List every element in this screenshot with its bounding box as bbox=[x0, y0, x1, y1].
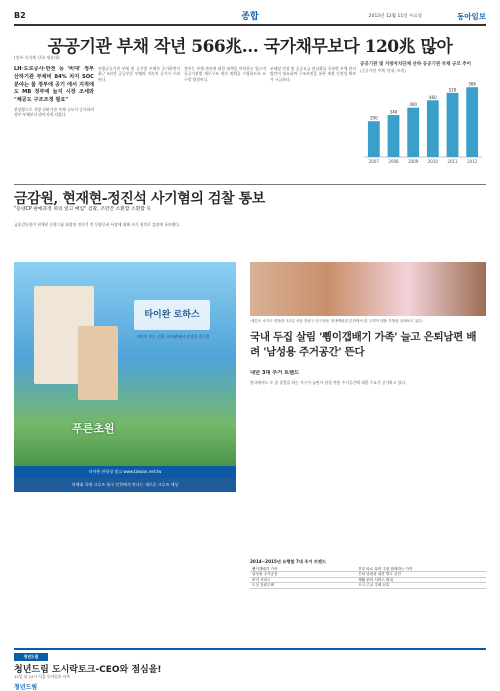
luxury-photo bbox=[250, 262, 486, 316]
chart-bar bbox=[368, 121, 380, 157]
table-title: 2014~2015년 유행할 7대 주거 트렌드 bbox=[250, 559, 327, 564]
top-story-subhead: LH·도로공사·한전 등 '비대' 정부 산하기관 부채비 84% 차지 SOC 분야는 물 정부에 공기 에서 지적에도 MB 정부에 늘지 시장 조세와 "체공도 구조조정 필요" bbox=[14, 66, 94, 104]
second-story-body: 금융감독원이 현재현 동양그룹 회장과 정진석 전 동양증권 사장에 대해 사기 혐의로 검찰에 통보했다. bbox=[14, 222, 181, 227]
second-story-headline: 금감원, 현재현-정진석 사기혐의 검찰 통보 bbox=[14, 191, 265, 207]
top-story-text-3: 정부는 부채 관리에 대한 대책을 마련하고 있으며 공공기관별 재무구조 개선 계획을 수립하도록 요구할 방침이다. bbox=[184, 66, 266, 82]
chart-tick-label: 2008 bbox=[388, 158, 399, 164]
third-story-text: 한국에서도 두 집 살림을 하는 가구가 늘면서 남성 전용 주거공간에 대한 수요가 증가하고 있다. bbox=[250, 379, 407, 385]
newspaper-name: 동아일보 bbox=[457, 12, 486, 21]
third-story-body bbox=[250, 370, 486, 556]
chart-tick-label: 2012 bbox=[467, 158, 478, 164]
desc-cell: 생활 편의 서비스 확대 bbox=[356, 577, 486, 583]
top-story-headline: 공공기관 부채 작년 566兆… 국가채무보다 120兆 많아 bbox=[47, 37, 453, 57]
event-logo: 청년드림 bbox=[14, 682, 74, 690]
top-story-text-4: 조세당 인상 및 공공요금 현실화를 포함한 부채 관리 방안이 필요하며 구조조정을 통한 재정 건전성 확보가 시급하다. bbox=[270, 66, 356, 82]
trend-cell: 도심 전원주택 bbox=[250, 583, 356, 589]
top-story-column-3 bbox=[184, 66, 266, 182]
chart-plot bbox=[360, 73, 486, 169]
tourism-ad[interactable] bbox=[14, 262, 236, 478]
desc-cell: 은퇴 남편을 위한 별도 공간 bbox=[356, 572, 486, 578]
chart-bar bbox=[447, 92, 459, 156]
page-header bbox=[14, 8, 486, 26]
chart-bar bbox=[427, 100, 439, 157]
trend-cell: 남성용 주거공간 bbox=[250, 572, 356, 578]
ad-tagline: 자연이 주는 선물, 타이완에서 건강한 휴식을 bbox=[136, 334, 210, 339]
chart-bar bbox=[388, 115, 400, 157]
chart-tick-label: 2007 bbox=[368, 158, 379, 164]
chart-bar bbox=[407, 107, 419, 156]
third-story-headline: 국내 두집 살림 '쀵이갭배기 가족' 늘고 은퇴남편 배려 '남성용 주거공간' 뜬다 bbox=[250, 331, 477, 358]
desc-cell: 도시 근교 주택 선호 bbox=[356, 583, 486, 589]
chart-data-label: 460 bbox=[429, 94, 437, 100]
top-story-text-2: 지방공공기관 부채 및 공기업 부채가 증가하면서 최근 5년간 공공부문 부채의 지속적 증가가 우려된다. bbox=[98, 66, 180, 82]
section-divider-top bbox=[14, 184, 486, 185]
ad-photo-man bbox=[78, 326, 118, 400]
top-story-column-4 bbox=[270, 66, 356, 182]
chart-bar bbox=[466, 87, 478, 157]
issue-date: 2013년 12월 11일 수요일 bbox=[368, 14, 422, 19]
desc-cell: 부부 따로 살며 주말 함께하는 가족 bbox=[356, 567, 486, 572]
ad-slogan: 푸른초원 bbox=[72, 422, 115, 435]
event-tag: 청년드림 bbox=[14, 653, 48, 661]
chart-tick-label: 2010 bbox=[427, 158, 438, 164]
event-box[interactable] bbox=[14, 648, 486, 691]
second-story-subhead: "동양CP 판매과정 위의 알고 매입" 검찰, 조만간 소환할 소환할 듯 bbox=[14, 207, 152, 212]
event-sub: 12일 낮 12시 서울 동아일보 사옥 bbox=[14, 674, 71, 679]
section-title: 종합 bbox=[241, 12, 259, 22]
debt-chart bbox=[360, 62, 486, 182]
chart-data-label: 290 bbox=[370, 115, 378, 121]
third-story-subhead: 내년 3대 주거 트렌드 bbox=[250, 370, 300, 376]
cruise-ad[interactable]: 차세대 국제 크루즈 항구 인천에서 만나는 새로운 크루즈 세상 bbox=[14, 478, 236, 492]
trend-cell: 쿠키 서비스 bbox=[250, 577, 356, 583]
chart-data-label: 566 bbox=[468, 81, 476, 87]
chart-data-label: 520 bbox=[448, 86, 457, 92]
top-story-byline: (정부·지자체 산하 세종대) bbox=[14, 55, 60, 60]
chart-tick-label: 2009 bbox=[408, 158, 419, 164]
second-story-text bbox=[14, 222, 486, 258]
chart-data-label: 400 bbox=[409, 101, 417, 107]
top-story-text-1: 현상황으로 지방 산하기관 부채 규모가 증가하여 정부 부채보다 많아지게 되었다. bbox=[14, 106, 94, 118]
chart-tick-label: 2011 bbox=[447, 158, 458, 164]
chart-title: 공공기관 및 지방자치단체 산하 공공기관 부채 규모 추이 bbox=[360, 62, 471, 67]
ad-brand: 타이완 로하스 bbox=[134, 300, 210, 330]
table-row bbox=[250, 583, 486, 589]
ad-bottom-bar: 타이완 관광청 광고 www.taiwan.net.tw bbox=[14, 466, 236, 478]
trend-table bbox=[250, 560, 486, 646]
event-headline: 청년드림 도시락토크-CEO와 점심을! bbox=[14, 665, 162, 675]
trend-cell: 쀵이갭배기 가족 bbox=[250, 567, 356, 572]
page-number: B2 bbox=[14, 11, 26, 20]
chart-data-label: 340 bbox=[389, 109, 398, 115]
chart-legend: (공공기관 부채, 단위: 조원) bbox=[360, 67, 406, 73]
top-story-column-1 bbox=[14, 66, 94, 182]
top-story-column-2 bbox=[98, 66, 180, 182]
photo-caption: '세븐조 소카도 명품전' 12일 서울 강남구 압구정동 현대백화점 본점에서 한 고객이 명품 가방을 살펴보고 있다. bbox=[250, 319, 423, 323]
